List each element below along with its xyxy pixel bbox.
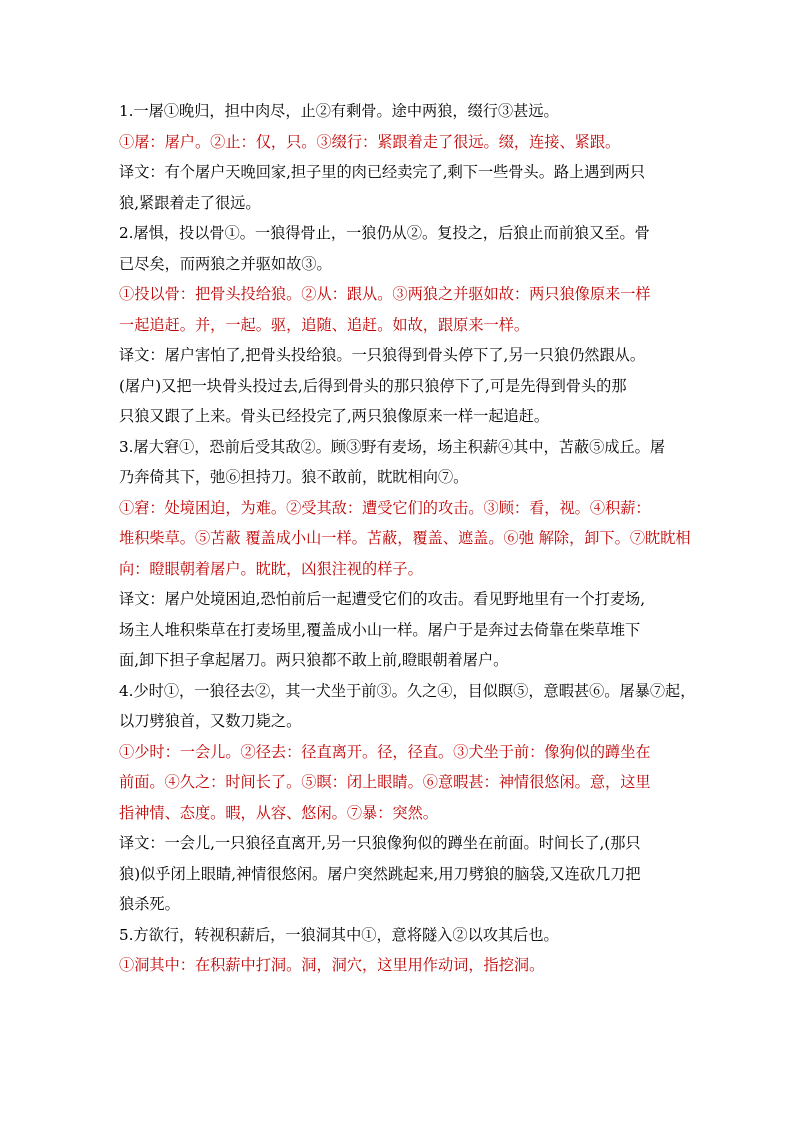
annotation-line: 堆积柴草。⑤苫蔽 覆盖成小山一样。苫蔽，覆盖、遮盖。⑥弛 解除，卸下。⑦眈眈相 bbox=[119, 529, 691, 547]
translation-line: 狼,紧跟着走了很远。 bbox=[119, 193, 261, 212]
original-text-line: 以刀劈狼首，又数刀毙之。 bbox=[119, 712, 302, 730]
annotation-line: ①窘：处境困迫，为难。②受其敌：遭受它们的攻击。③顾：看，视。④积薪： bbox=[119, 498, 651, 517]
annotation-line: ①少时：一会儿。②径去：径直离开。径，径直。③犬坐于前：像狗似的蹲坐在 bbox=[119, 742, 651, 761]
annotation-line: 前面。④久之：时间长了。⑤瞑：闭上眼睛。⑥意暇甚：神情很悠闲。意，这里 bbox=[119, 773, 651, 791]
translation-line: 译文：一会儿,一只狼径直离开,另一只狼像狗似的蹲坐在前面。时间长了,(那只 bbox=[119, 834, 641, 852]
original-text-line: 已尽矣，而两狼之并驱如故③。 bbox=[119, 254, 332, 273]
annotation-line: ①投以骨：把骨头投给狼。②从：跟从。③两狼之并驱如故：两只狼像原来一样 bbox=[119, 285, 651, 303]
translation-line: 狼杀死。 bbox=[119, 895, 180, 913]
original-text-line: 4.少时①，一狼径去②，其一犬坐于前③。久之④，目似瞑⑤，意暇甚⑥。屠暴⑦起， bbox=[119, 681, 696, 700]
translation-line: 只狼又跟了上来。骨头已经投完了,两只狼像原来一样一起追赶。 bbox=[119, 407, 550, 425]
translation-line: (屠户)又把一块骨头投过去,后得到骨头的那只狼停下了,可是先得到骨头的那 bbox=[119, 376, 627, 395]
translation-line: 译文：屠户害怕了,把骨头投给狼。一只狼得到骨头停下了,另一只狼仍然跟从。 bbox=[119, 346, 646, 364]
document-body bbox=[119, 96, 696, 981]
annotation-line: 向：瞪眼朝着屠户。眈眈，凶狠注视的样子。 bbox=[119, 559, 423, 578]
translation-line: 译文：有个屠户天晚回家,担子里的肉已经卖完了,剩下一些骨头。路上遇到两只 bbox=[119, 163, 646, 181]
translation-line: 场主人堆积柴草在打麦场里,覆盖成小山一样。屠户于是奔过去倚靠在柴草堆下 bbox=[119, 620, 641, 639]
annotation-line: ①屠：屠户。②止：仅，只。③缀行：紧跟着走了很远。缀，连接、紧跟。 bbox=[119, 132, 621, 151]
translation-line: 狼)似乎闭上眼睛,神情很悠闲。屠户突然跳起来,用刀劈狼的脑袋,又连砍几刀把 bbox=[119, 864, 641, 883]
original-text-line: 5.方欲行，转视积薪后，一狼洞其中①，意将隧入②以攻其后也。 bbox=[119, 925, 559, 944]
translation-line: 译文：屠户处境困迫,恐怕前后一起遭受它们的攻击。看见野地里有一个打麦场, bbox=[119, 590, 646, 608]
original-text-line: 3.屠大窘①，恐前后受其敌②。顾③野有麦场，场主积薪④其中，苫蔽⑤成丘。屠 bbox=[119, 437, 666, 456]
original-text-line: 乃奔倚其下，弛⑥担持刀。狼不敢前，眈眈相向⑦。 bbox=[119, 468, 469, 486]
original-text-line: 2.屠惧，投以骨①。一狼得骨止，一狼仍从②。复投之，后狼止而前狼又至。骨 bbox=[119, 224, 650, 242]
original-text-line: 1.一屠①晚归，担中肉尽，止②有剩骨。途中两狼，缀行③甚远。 bbox=[119, 102, 559, 120]
annotation-line: ①洞其中：在积薪中打洞。洞，洞穴，这里用作动词，指挖洞。 bbox=[119, 956, 545, 974]
translation-line: 面,卸下担子拿起屠刀。两只狼都不敢上前,瞪眼朝着屠户。 bbox=[119, 651, 509, 669]
annotation-line: 一起追赶。并，一起。驱，追随、追赶。如故，跟原来一样。 bbox=[119, 315, 530, 334]
annotation-line: 指神情、态度。暇，从容、悠闲。⑦暴：突然。 bbox=[119, 803, 438, 822]
